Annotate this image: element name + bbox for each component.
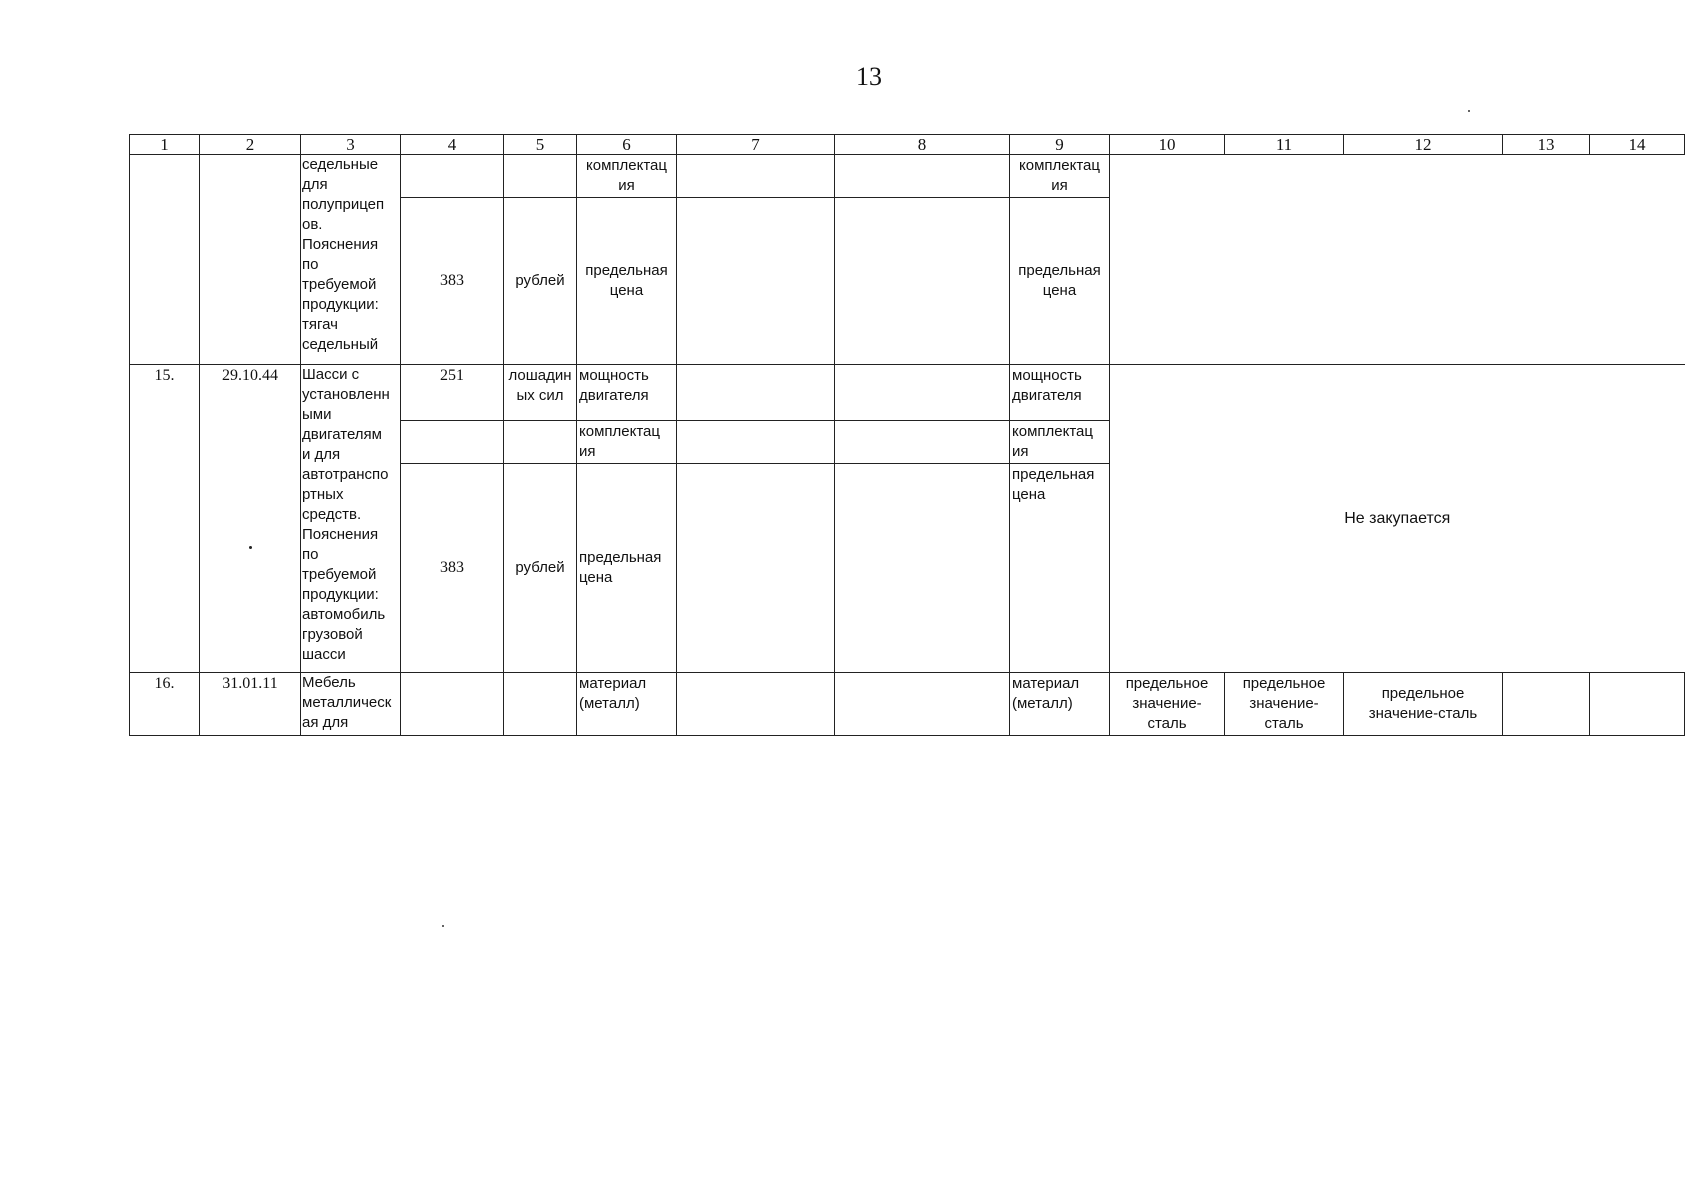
unit-name-cell bbox=[504, 673, 577, 736]
characteristic-line: ия bbox=[579, 443, 596, 460]
characteristic-line: комплектац bbox=[586, 157, 667, 174]
unit-name-cell bbox=[504, 365, 577, 421]
limit-value-line: сталь bbox=[1264, 715, 1304, 732]
col14-cell bbox=[1590, 673, 1685, 736]
limit-value-cell bbox=[1110, 673, 1225, 736]
unit-name-cell: рублей bbox=[504, 198, 577, 365]
col8-cell bbox=[835, 365, 1010, 421]
product-name-line: ая для bbox=[302, 714, 349, 731]
characteristic-line: мощность bbox=[1012, 367, 1082, 384]
characteristic-line: двигателя bbox=[579, 387, 649, 404]
col-header: 4 bbox=[401, 135, 504, 155]
col8-cell bbox=[835, 464, 1010, 673]
col7-cell bbox=[677, 464, 835, 673]
characteristic-cell bbox=[1010, 155, 1110, 198]
row-code-cell bbox=[200, 365, 301, 673]
product-name-line: по bbox=[302, 546, 319, 563]
col-header: 5 bbox=[504, 135, 577, 155]
row-number-cell bbox=[130, 155, 200, 365]
row-code-cell: 31.01.11 bbox=[200, 673, 301, 736]
unit-name-cell: рублей bbox=[504, 464, 577, 673]
col-header: 12 bbox=[1344, 135, 1503, 155]
characteristic-line: цена bbox=[579, 569, 613, 586]
col7-cell bbox=[677, 365, 835, 421]
characteristic-line: цена bbox=[1042, 282, 1077, 299]
characteristic-line: предельная bbox=[1018, 262, 1101, 279]
product-name-cell bbox=[301, 365, 401, 673]
procurement-table bbox=[129, 134, 1685, 736]
characteristic-cell bbox=[1010, 464, 1110, 673]
characteristic-line: предельная bbox=[1012, 466, 1095, 483]
col-header: 3 bbox=[301, 135, 401, 155]
limit-value-line: сталь bbox=[1147, 715, 1187, 732]
product-name-line: Пояснения bbox=[302, 236, 379, 253]
unit-name-line: ых сил bbox=[516, 387, 564, 404]
col-header: 2 bbox=[200, 135, 301, 155]
characteristic-line: мощность bbox=[579, 367, 649, 384]
scan-dot bbox=[442, 925, 444, 927]
product-name-line: Шасси с bbox=[302, 366, 360, 383]
row-code-cell bbox=[200, 155, 301, 365]
unit-name-cell bbox=[504, 155, 577, 198]
row-code-text: 29.10.44 bbox=[222, 367, 278, 384]
col13-cell bbox=[1503, 673, 1590, 736]
product-name-cell bbox=[301, 155, 401, 365]
col-header: 7 bbox=[677, 135, 835, 155]
characteristic-cell bbox=[577, 421, 677, 464]
col8-cell bbox=[835, 673, 1010, 736]
product-name-line: автотранспо bbox=[302, 466, 389, 483]
col-header: 9 bbox=[1010, 135, 1110, 155]
characteristic-cell bbox=[1010, 673, 1110, 736]
unit-code-cell bbox=[401, 421, 504, 464]
characteristic-line: ия bbox=[618, 177, 635, 194]
product-name-line: металлическ bbox=[302, 694, 392, 711]
unit-code-cell bbox=[401, 155, 504, 198]
limit-value-line: предельное bbox=[1125, 675, 1209, 692]
unit-code-cell bbox=[401, 673, 504, 736]
product-name-line: продукции: bbox=[302, 586, 379, 603]
table-row bbox=[130, 673, 1685, 736]
characteristic-line: цена bbox=[1012, 486, 1046, 503]
product-name-line: седельные bbox=[302, 156, 379, 173]
blank-area bbox=[1110, 155, 1685, 365]
characteristic-cell bbox=[1010, 421, 1110, 464]
col-header: 14 bbox=[1590, 135, 1685, 155]
product-name-line: установленн bbox=[302, 386, 390, 403]
product-name-line: тягач bbox=[302, 316, 338, 333]
characteristic-cell bbox=[577, 464, 677, 673]
limit-value-cell bbox=[1344, 673, 1503, 736]
characteristic-line: предельная bbox=[579, 549, 662, 566]
col7-cell bbox=[677, 155, 835, 198]
limit-value-line: предельное bbox=[1242, 675, 1326, 692]
characteristic-cell bbox=[577, 198, 677, 365]
col-header: 1 bbox=[130, 135, 200, 155]
limit-value-cell bbox=[1225, 673, 1344, 736]
row-number-cell: 15. bbox=[130, 365, 200, 673]
characteristic-line: комплектац bbox=[1012, 423, 1093, 440]
product-name-line: для bbox=[302, 176, 328, 193]
unit-code-cell: 383 bbox=[401, 198, 504, 365]
col7-cell bbox=[677, 421, 835, 464]
row-number-cell: 16. bbox=[130, 673, 200, 736]
col-header: 8 bbox=[835, 135, 1010, 155]
table-row-continued bbox=[130, 155, 1685, 198]
product-name-line: грузовой bbox=[302, 626, 363, 643]
characteristic-line: комплектац bbox=[1019, 157, 1100, 174]
scan-dot bbox=[249, 546, 252, 549]
limit-value-line: значение-сталь bbox=[1368, 705, 1478, 722]
characteristic-cell bbox=[577, 365, 677, 421]
unit-name-line: лошадин bbox=[508, 367, 572, 384]
table-row bbox=[130, 365, 1685, 421]
limit-value-line: предельное bbox=[1381, 685, 1465, 702]
col8-cell bbox=[835, 421, 1010, 464]
product-name-line: требуемой bbox=[302, 276, 377, 293]
product-name-line: двигателям bbox=[302, 426, 382, 443]
column-number-row bbox=[130, 135, 1685, 155]
product-name-line: и для bbox=[302, 446, 341, 463]
characteristic-line: цена bbox=[609, 282, 644, 299]
characteristic-line: комплектац bbox=[579, 423, 660, 440]
product-name-line: ыми bbox=[302, 406, 332, 423]
limit-value-line: значение- bbox=[1132, 695, 1202, 712]
characteristic-cell bbox=[577, 155, 677, 198]
characteristic-line: (металл) bbox=[579, 695, 640, 712]
col-header: 11 bbox=[1225, 135, 1344, 155]
col7-cell bbox=[677, 673, 835, 736]
characteristic-cell bbox=[1010, 198, 1110, 365]
page-number: 13 bbox=[856, 62, 882, 91]
col-header: 13 bbox=[1503, 135, 1590, 155]
characteristic-line: предельная bbox=[585, 262, 668, 279]
product-name-line: средств. bbox=[302, 506, 362, 523]
characteristic-cell bbox=[1010, 365, 1110, 421]
product-name-line: ртных bbox=[302, 486, 344, 503]
characteristic-line: двигателя bbox=[1012, 387, 1082, 404]
product-name-cell bbox=[301, 673, 401, 736]
col8-cell bbox=[835, 198, 1010, 365]
limit-value-line: значение- bbox=[1249, 695, 1319, 712]
unit-code-cell: 251 bbox=[401, 365, 504, 421]
scan-dot bbox=[1468, 110, 1470, 112]
product-name-line: требуемой bbox=[302, 566, 377, 583]
product-name-line: полуприцеп bbox=[302, 196, 385, 213]
product-name-line: по bbox=[302, 256, 319, 273]
characteristic-cell bbox=[577, 673, 677, 736]
product-name-line: шасси bbox=[302, 646, 346, 663]
characteristic-line: ия bbox=[1012, 443, 1029, 460]
characteristic-line: ия bbox=[1051, 177, 1068, 194]
unit-code-cell: 383 bbox=[401, 464, 504, 673]
product-name-line: ов. bbox=[302, 216, 323, 233]
unit-name-cell bbox=[504, 421, 577, 464]
product-name-line: автомобиль bbox=[302, 606, 386, 623]
col-header: 10 bbox=[1110, 135, 1225, 155]
product-name-line: седельный bbox=[302, 336, 379, 353]
col7-cell bbox=[677, 198, 835, 365]
product-name-line: продукции: bbox=[302, 296, 379, 313]
product-name-line: Мебель bbox=[302, 674, 356, 691]
characteristic-line: материал bbox=[1012, 675, 1080, 692]
characteristic-line: (металл) bbox=[1012, 695, 1073, 712]
col8-cell bbox=[835, 155, 1010, 198]
not-purchased-note: Не закупается bbox=[1110, 365, 1685, 673]
characteristic-line: материал bbox=[579, 675, 647, 692]
product-name-line: Пояснения bbox=[302, 526, 379, 543]
col-header: 6 bbox=[577, 135, 677, 155]
